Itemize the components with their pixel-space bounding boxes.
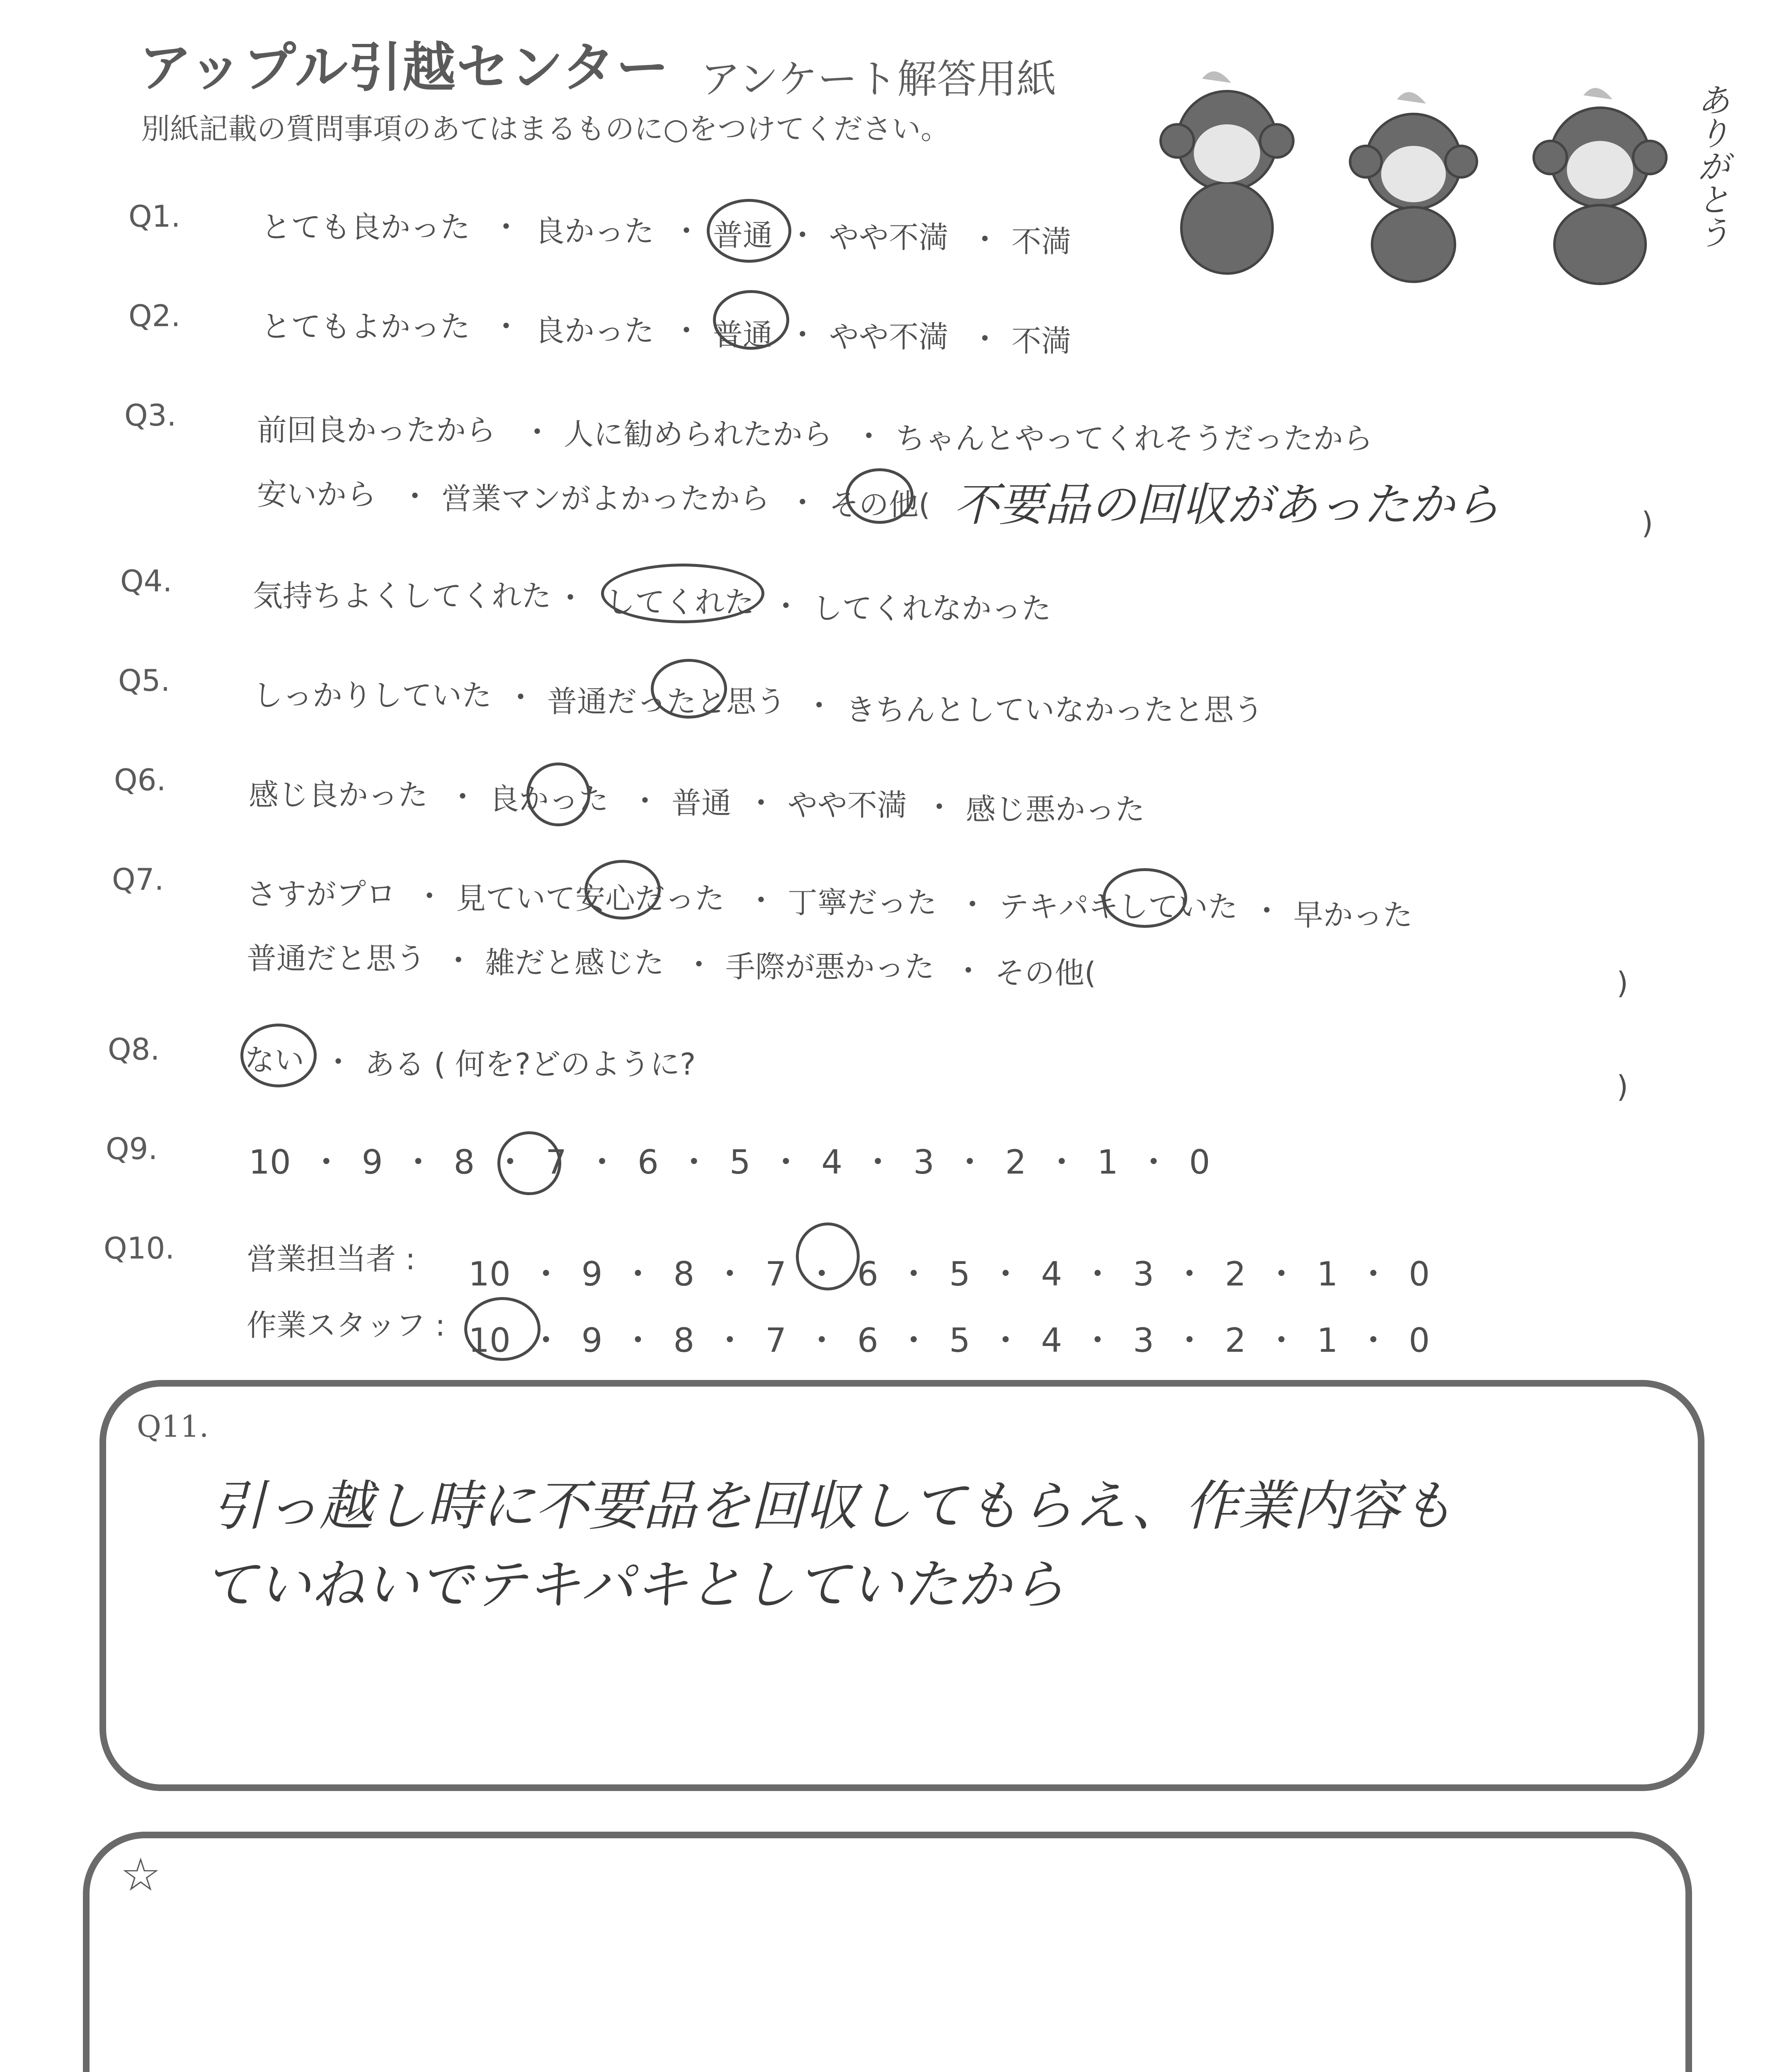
q1-option-2[interactable]: 良かった	[535, 214, 655, 249]
q8-label: Q8.	[108, 1032, 160, 1067]
q1-label: Q1.	[128, 199, 181, 234]
q2-option-4[interactable]: やや不満	[829, 320, 949, 354]
q10-sales-label: 営業担当者 :	[247, 1242, 416, 1276]
instruction-text: 別紙記載の質問事項のあてはまるものに○をつけてください。	[141, 112, 950, 146]
q9-answer-circle	[497, 1131, 561, 1195]
q10-staff-answer-circle	[464, 1297, 541, 1361]
q1-option-5[interactable]: 不満	[1011, 224, 1072, 259]
q6-option-4[interactable]: やや不満	[788, 788, 907, 823]
q8-answer-circle	[240, 1024, 317, 1087]
q6-option-2[interactable]: 良かった	[489, 782, 609, 816]
q11-comment-line-1: 引っ越し時に不要品を回収してもらえ、作業内容も	[211, 1474, 1454, 1537]
mascot-illustration	[1152, 54, 1691, 286]
q3-option-3[interactable]: ちゃんとやってくれそうだったから	[895, 421, 1373, 456]
q3-option-other[interactable]: その他(	[829, 487, 931, 522]
q6-label: Q6.	[114, 762, 166, 797]
q4-option-2[interactable]: してくれた	[605, 585, 755, 620]
q9-label: Q9.	[106, 1131, 158, 1166]
q1-option-4[interactable]: やや不満	[829, 220, 949, 255]
q6-answer-circle	[526, 762, 590, 826]
q4-label: Q4.	[120, 564, 172, 598]
q6-option-3[interactable]: 普通	[672, 786, 732, 821]
q3-option-4[interactable]: 安いから	[257, 477, 377, 512]
q2-option-2[interactable]: 良かった	[535, 313, 655, 348]
q10-sales-scale[interactable]: 10 ・ 9 ・ 8 ・ 7 ・ 6 ・ 5 ・ 4 ・ 3 ・ 2 ・ 1 ・ 0	[468, 1255, 1430, 1293]
q8-option-2[interactable]: ある ( 何を?どのように?	[365, 1047, 696, 1082]
q2-option-1[interactable]: とてもよかった	[261, 309, 470, 344]
q10-staff-scale[interactable]: 10 ・ 9 ・ 8 ・ 7 ・ 6 ・ 5 ・ 4 ・ 3 ・ 2 ・ 1 ・ 0	[468, 1321, 1430, 1360]
q2-answer-circle	[713, 290, 789, 350]
q7-option-6[interactable]: 普通だと思う	[247, 941, 426, 976]
q8-close-paren: )	[1617, 1069, 1629, 1104]
q7-option-2[interactable]: 見ていて安心だった	[456, 881, 725, 916]
q7-answer-circle-1	[584, 860, 661, 920]
q10-label: Q10.	[104, 1231, 175, 1266]
q11-label: Q11.	[137, 1409, 209, 1444]
q4-option-3[interactable]: してくれなかった	[812, 591, 1052, 626]
star-comment-box[interactable]	[83, 1832, 1692, 2072]
q3-option-1[interactable]: 前回良かったから	[257, 413, 496, 448]
q7-option-1[interactable]: さすがプロ	[247, 877, 396, 912]
q7-option-5[interactable]: 早かった	[1293, 898, 1413, 932]
mascot-thanks-text: ありがとう	[1692, 83, 1730, 249]
q8-option-1[interactable]: ない	[245, 1043, 305, 1077]
q2-label: Q2.	[128, 298, 181, 333]
q4-option-1[interactable]: 気持ちよくしてくれた	[253, 579, 552, 613]
q7-option-4[interactable]: テキパキしていた	[999, 889, 1238, 924]
q3-option-2[interactable]: 人に勧められたから	[564, 417, 833, 452]
q1-option-1[interactable]: とても良かった	[261, 210, 470, 244]
q3-close-paren: )	[1641, 506, 1654, 540]
q7-option-8[interactable]: 手際が悪かった	[725, 949, 935, 984]
form-subtitle: アンケート解答用紙	[701, 56, 1057, 102]
q3-answer-circle	[846, 468, 914, 524]
q7-option-7[interactable]: 雑だと感じた	[485, 945, 664, 980]
q4-answer-circle	[601, 564, 764, 623]
q3-label: Q3.	[124, 398, 177, 433]
q5-option-1[interactable]: しっかりしていた	[253, 678, 492, 713]
q6-option-1[interactable]: 感じ良かった	[249, 777, 428, 812]
q7-close-paren: )	[1617, 966, 1629, 1000]
q1-option-3[interactable]: 普通	[713, 218, 773, 253]
q3-other-handwritten: 不要品の回収があったから	[953, 478, 1500, 531]
q1-answer-circle	[707, 199, 791, 263]
q9-scale[interactable]: 10 ・ 9 ・ 8 ・ 7 ・ 6 ・ 5 ・ 4 ・ 3 ・ 2 ・ 1 ・ 0	[249, 1143, 1210, 1181]
q10-staff-label: 作業スタッフ :	[247, 1308, 446, 1343]
q5-answer-circle	[651, 659, 727, 719]
company-title: アップル引越センター	[139, 37, 670, 99]
q10-sales-answer-circle	[796, 1222, 860, 1290]
q5-option-3[interactable]: きちんとしていなかったと思う	[846, 692, 1264, 727]
q5-label: Q5.	[118, 663, 170, 698]
q6-option-5[interactable]: 感じ悪かった	[966, 792, 1145, 827]
q3-option-5[interactable]: 営業マンがよかったから	[441, 481, 770, 516]
q5-option-2[interactable]: 普通だったと思う	[547, 684, 786, 719]
q2-option-5[interactable]: 不満	[1011, 324, 1072, 358]
q2-option-3[interactable]: 普通	[713, 317, 773, 352]
q7-answer-circle-2	[1103, 868, 1187, 928]
q11-comment-line-2: ていねいでテキパキとしていたから	[203, 1553, 1066, 1616]
star-icon: ☆	[120, 1848, 161, 1901]
q7-option-3[interactable]: 丁寧だった	[788, 885, 937, 920]
q7-option-other[interactable]: その他(	[995, 956, 1096, 990]
q7-label: Q7.	[112, 862, 164, 897]
